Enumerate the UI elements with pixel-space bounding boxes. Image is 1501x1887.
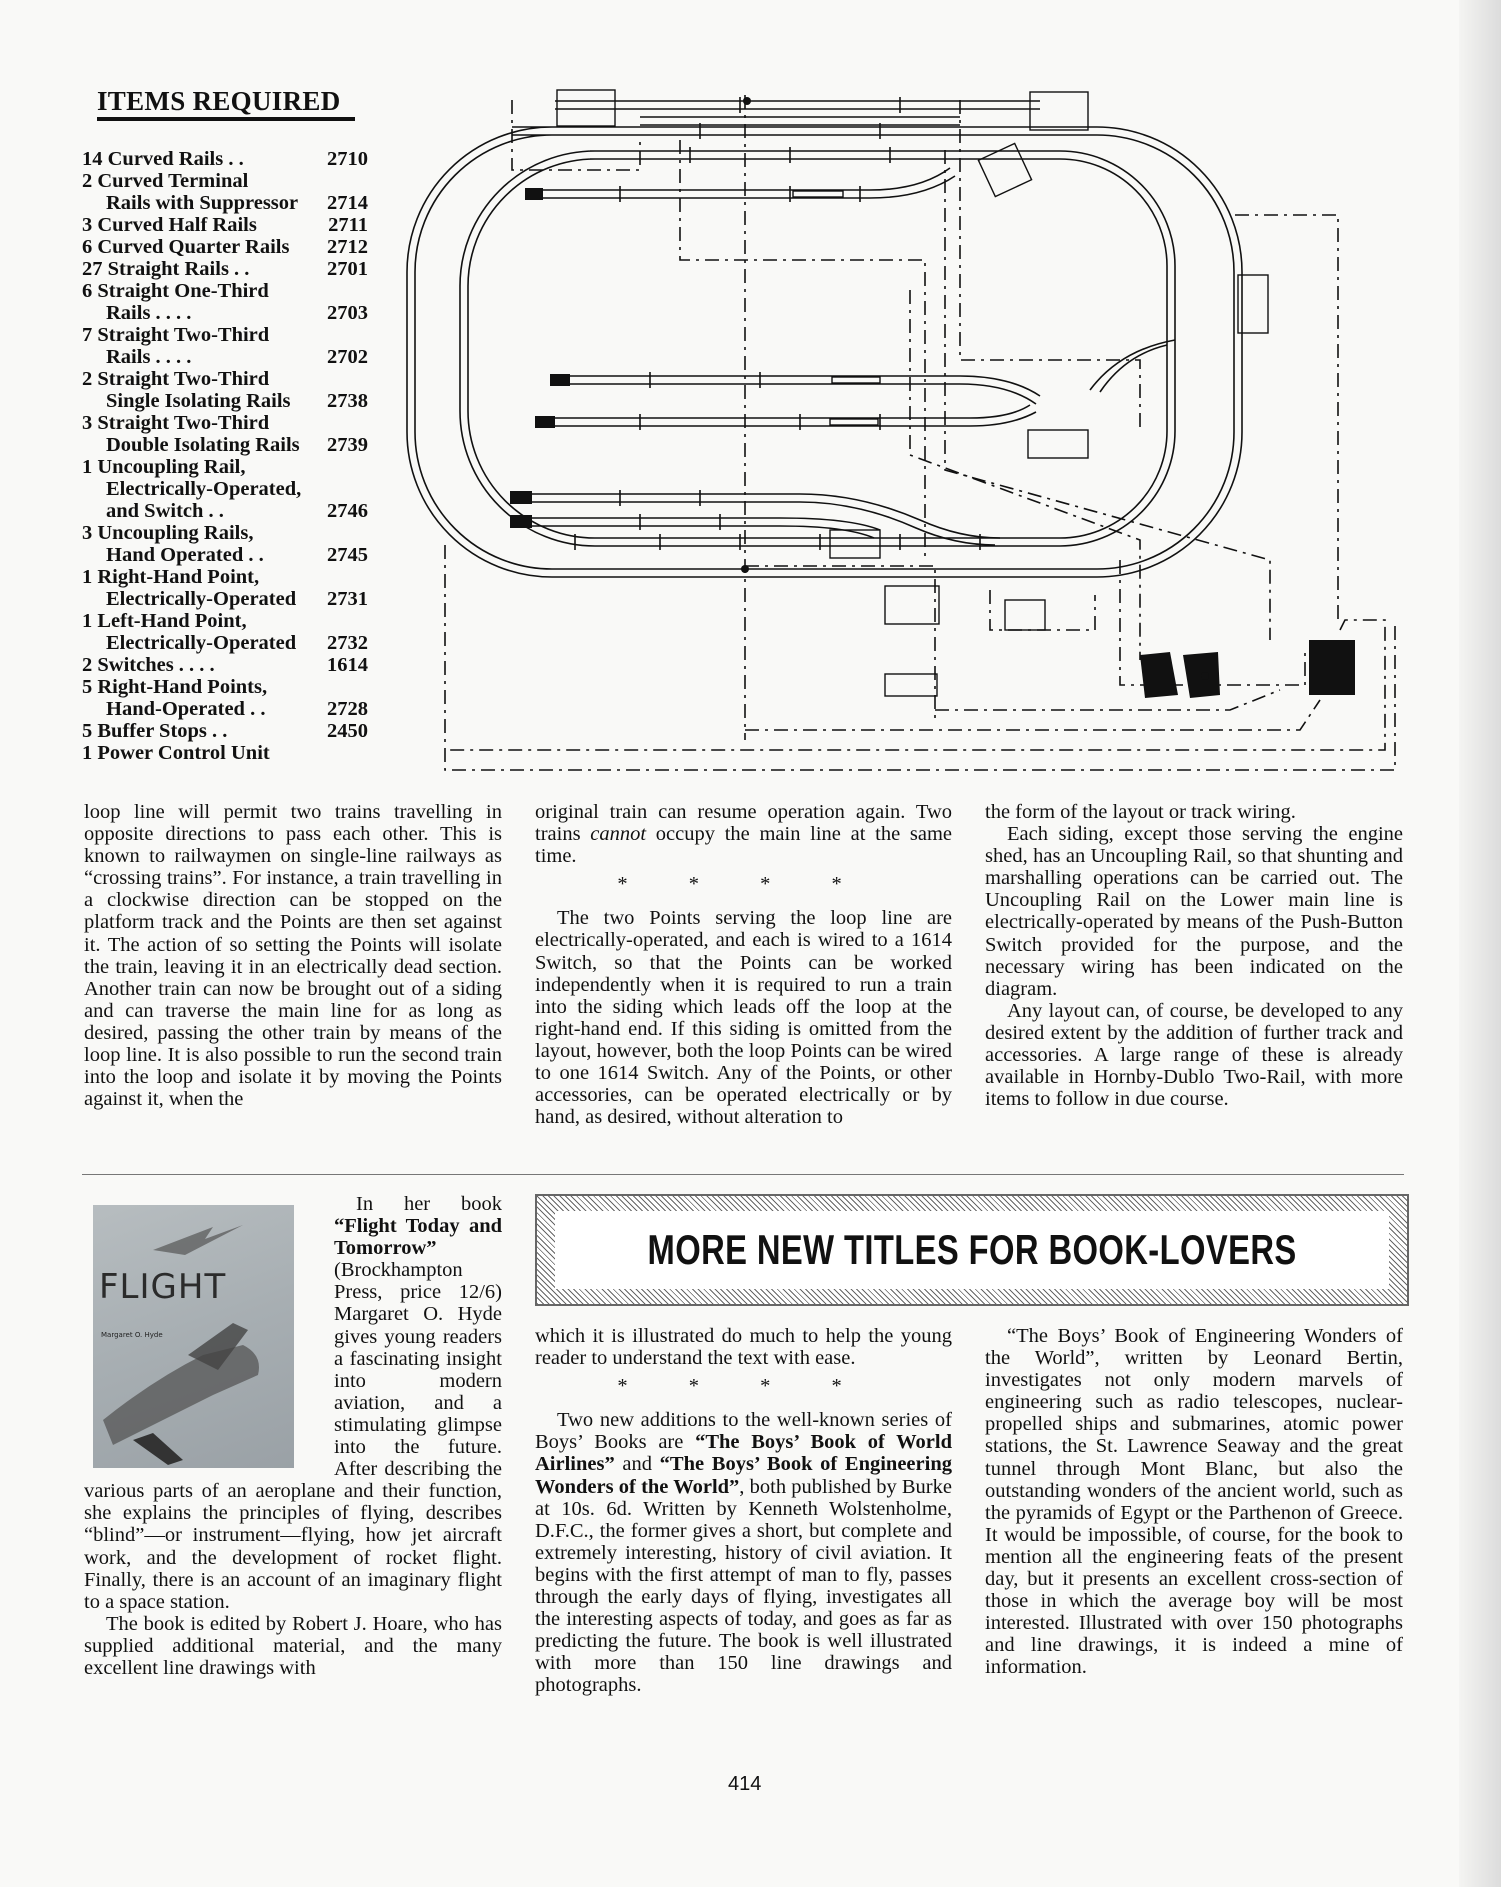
item-description-continued: Rails . . . .: [106, 346, 192, 368]
cover-author: Margaret O. Hyde: [101, 1331, 163, 1339]
item-description: 2 Switches . . . .: [82, 654, 215, 676]
book-titles-banner: [535, 1194, 1409, 1306]
item-row: [82, 742, 372, 764]
page-number: 414: [728, 1773, 762, 1795]
item-description: 1 Right-Hand Point,: [82, 566, 260, 588]
books-paragraph: In her book “Flight Today and Tomorrow” (Brockhampton Press, price 12/6) Margaret O. Hyde gives young readers a fascinating insight into modern aviation, and a stimulating glimpse into the future. After describing the various parts of an aeroplane and their function, she explains the principles of flying, describes “blind”—or instrument—flying, how jet aircraft work, and the development of rocket flight. Finally, there is an account of an imaginary flight to a space station.: [84, 1193, 502, 1613]
item-description: 3 Curved Half Rails: [82, 214, 257, 236]
item-catalogue-number: 2739: [327, 434, 368, 456]
item-description: 2 Straight Two-Third: [82, 368, 270, 390]
section-divider-stars: * * * *: [617, 1375, 870, 1398]
item-description: 1 Power Control Unit: [82, 742, 270, 764]
item-row: [82, 324, 372, 368]
item-row: [82, 258, 372, 280]
item-catalogue-number: 2732: [327, 632, 368, 654]
item-description: 3 Uncoupling Rails,: [82, 522, 254, 544]
article-paragraph: the form of the layout or track wiring.: [985, 801, 1296, 823]
item-catalogue-number: 2738: [327, 390, 368, 412]
article-paragraph: Each siding, except those serving the engine shed, has an Uncoupling Rail, so that shunting and marshalling operations can be carried out. The Uncoupling Rail on the Lower main line is electrically-operated by means of the Push-Button Switch provided for the purpose, and the necessary wiring has been indicated on the diagram.: [985, 823, 1403, 1000]
books-column-1: [84, 1193, 502, 1679]
item-catalogue-number: 2710: [327, 148, 368, 170]
item-description-continued: Electrically-Operated: [106, 588, 297, 610]
books-paragraph: which it is illustrated do much to help the young reader to understand the text with ease.: [535, 1325, 952, 1370]
item-description: 5 Right-Hand Points,: [82, 676, 268, 698]
item-row: [82, 412, 372, 456]
item-row: [82, 368, 372, 412]
item-description: 1 Left-Hand Point,: [82, 610, 247, 632]
books-column-2: [535, 1325, 952, 1697]
item-description-continued: Rails . . . .: [106, 302, 192, 324]
article-column-3: [985, 801, 1403, 1110]
item-row: [82, 522, 372, 566]
article-paragraph: Any layout can, of course, be developed to any desired extent by the addition of further track and accessories. A large range of these is already available in Hornby-Dublo Two-Rail, with more items to follow in due course.: [985, 999, 1403, 1111]
item-description-continued: Electrically-Operated, and Switch . .: [106, 478, 302, 522]
item-description: 7 Straight Two-Third: [82, 324, 270, 346]
heading-underline: [97, 117, 355, 121]
track-layout-diagram: [395, 85, 1405, 780]
item-catalogue-number: 2450: [327, 720, 368, 742]
item-description-continued: Hand Operated . .: [106, 544, 264, 566]
books-column-3: [985, 1325, 1403, 1679]
article-column-2: [535, 801, 952, 1128]
item-row: [82, 610, 372, 654]
item-description-continued: Single Isolating Rails: [106, 390, 291, 412]
item-description: 6 Straight One-Third: [82, 280, 269, 302]
item-row: [82, 236, 372, 258]
item-description: 5 Buffer Stops . .: [82, 720, 228, 742]
item-description-continued: Double Isolating Rails: [106, 434, 300, 456]
article-column-1: [84, 801, 502, 1110]
item-description: 27 Straight Rails . .: [82, 258, 250, 280]
item-catalogue-number: 2703: [327, 302, 368, 324]
item-catalogue-number: 2728: [327, 698, 368, 720]
item-description-continued: Electrically-Operated: [106, 632, 297, 654]
item-row: [82, 456, 372, 522]
item-catalogue-number: 2712: [327, 236, 368, 258]
item-row: [82, 280, 372, 324]
item-catalogue-number: 2711: [328, 214, 368, 236]
item-row: [82, 720, 372, 742]
section-divider-stars: * * * *: [617, 873, 870, 896]
item-row: [82, 148, 372, 170]
item-catalogue-number: 2746: [327, 500, 368, 522]
cover-title: FLIGHT: [99, 1267, 227, 1307]
item-catalogue-number: 2745: [327, 544, 368, 566]
inner-main-line: [460, 151, 1175, 546]
item-row: [82, 676, 372, 720]
item-description: 14 Curved Rails . .: [82, 148, 244, 170]
items-required-list: [82, 148, 372, 764]
switch-1-icon: [1140, 652, 1178, 698]
page-edge-shadow: [1459, 0, 1501, 1887]
item-row: [82, 214, 372, 236]
cover-spacer: [84, 1193, 334, 1475]
item-catalogue-number: 2701: [327, 258, 368, 280]
power-control-unit-icon: [1309, 640, 1355, 695]
item-description: 6 Curved Quarter Rails: [82, 236, 290, 258]
item-description: 2 Curved Terminal: [82, 170, 249, 192]
books-paragraph: Two new additions to the well-known series of Boys’ Books are “The Boys’ Book of World Airlines” and “The Boys’ Book of Engineering Wonders of the World”, both published by Burke at 10s. 6d. Written by Kenneth Wolstenholme, D.F.C., the former gives a short, but complete and extremely interesting, history of civil aviation. It begins with the first attempt of man to fly, passes through the early days of flying, investigates all the interesting aspects of today, and goes as far as predicting the future. The book is well illustrated with more than 150 line drawings and photographs.: [535, 1409, 952, 1697]
section-rule: [82, 1174, 1404, 1175]
item-description: 3 Straight Two-Third: [82, 412, 270, 434]
banner-heading: MORE NEW TITLES FOR BOOK-LOVERS: [647, 1226, 1297, 1273]
item-description-continued: Rails with Suppressor: [106, 192, 299, 214]
item-catalogue-number: 2702: [327, 346, 368, 368]
item-description-continued: Hand-Operated . .: [106, 698, 266, 720]
item-catalogue-number: 2731: [327, 588, 368, 610]
books-paragraph: The book is edited by Robert J. Hoare, who has supplied additional material, and the many excellent line drawings with: [84, 1612, 502, 1679]
item-catalogue-number: 2714: [327, 192, 368, 214]
item-description: 1 Uncoupling Rail,: [82, 456, 246, 478]
article-paragraph: loop line will permit two trains travelling in opposite directions to pass each other. This is known to railwaymen on single-line railways as “crossing trains”. For instance, a train travelling in a clockwise direction can be stopped on the platform track and the Points are then set against it. The action of so setting the Points will isolate the train, leaving it in an electrically dead section. Another train can now be brought out of a siding and can traverse the main line for as long as desired, passing the other train by means of the loop line. It is also possible to run the second train into the loop and isolate it by moving the Points against it, when the: [84, 801, 502, 1111]
item-catalogue-number: 1614: [327, 654, 368, 676]
item-row: [82, 566, 372, 610]
item-row: [82, 170, 372, 214]
item-row: [82, 654, 372, 676]
items-required-heading: ITEMS REQUIRED: [97, 86, 341, 116]
article-paragraph: original train can resume operation again. Two trains cannot occupy the main line at the same time.: [535, 801, 952, 868]
books-paragraph: “The Boys’ Book of Engineering Wonders of the World”, written by Leonard Bertin, investigates not only modern marvels of engineering such as radio telescopes, nuclear-propelled ships and submarines, atomic power stations, the St. Lawrence Seaway and the great tunnel through Mont Blanc, but also the outstanding wonders of the ancient world, such as the pyramids of Egypt or the Parthenon of Greece. It would be impossible, of course, for the book to mention all the engineering feats of the present day, but it presents an excellent cross-section of those in which the average boy will be most interested. Illustrated with over 150 photographs and line drawings, it is indeed a mine of information.: [985, 1325, 1403, 1679]
article-paragraph: The two Points serving the loop line are electrically-operated, and each is wired to a 1614 Switch, so that the Points can be worked independently when it is required to run a train into the siding which leads off the loop at the right-hand end. If this siding is omitted from the layout, however, both the loop Points can be wired to one 1614 Switch. Any of the Points, or other accessories, can be operated electrically or by hand, as desired, without alteration to: [535, 907, 952, 1129]
